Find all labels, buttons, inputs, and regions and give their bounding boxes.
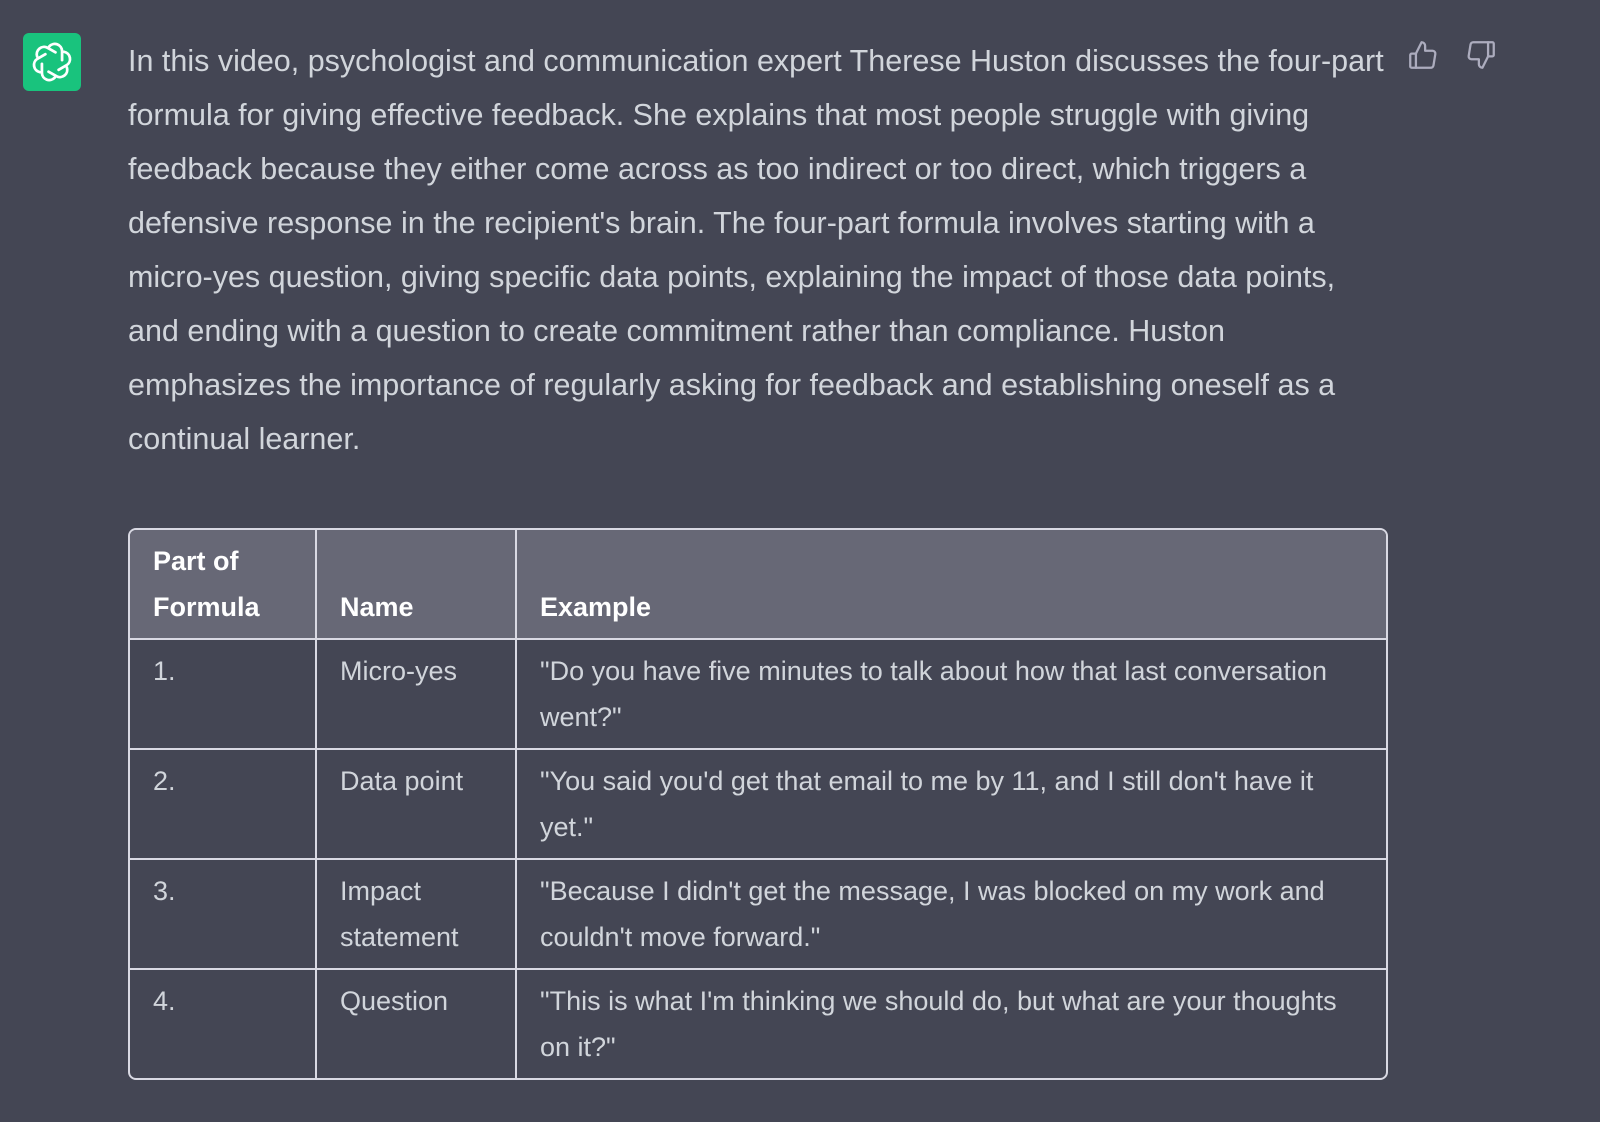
header-name: Name — [316, 530, 516, 639]
thumbs-down-button[interactable] — [1462, 36, 1500, 74]
summary-paragraph: In this video, psychologist and communication expert Therese Huston discusses the four-part formula for giving effective feedback. She explains that most people struggle with giving feedback because they either come across as too indirect or too direct, which triggers a defensive response in the recipient's brain. The four-part formula involves starting with a micro-yes question, giving specific data points, explaining the impact of those data points, and ending with a question to create commitment rather than compliance. Huston emphasizes the importance of regularly asking for feedback and establishing oneself as a continual learner. — [128, 44, 1384, 456]
cell-part: 4. — [130, 969, 316, 1078]
cell-name: Data point — [316, 749, 516, 859]
table-row — [130, 749, 1386, 859]
openai-logo-icon — [30, 40, 74, 84]
thumbs-up-icon — [1406, 38, 1440, 72]
cell-example: "You said you'd get that email to me by 11, and I still don't have it yet." — [516, 749, 1386, 859]
thumbs-up-button[interactable] — [1404, 36, 1442, 74]
cell-part: 2. — [130, 749, 316, 859]
formula-table — [130, 530, 1386, 1078]
header-part-of-formula: Part of Formula — [130, 530, 316, 639]
table-header-row — [130, 530, 1386, 639]
cell-name: Micro-yes — [316, 639, 516, 749]
cell-example: "This is what I'm thinking we should do, but what are your thoughts on it?" — [540, 986, 1337, 1062]
cell-example: "Do you have five minutes to talk about how that last conversation went?" — [516, 639, 1386, 749]
table-row — [130, 969, 1386, 1078]
table-row — [130, 859, 1386, 969]
formula-table-container — [128, 528, 1388, 1080]
cell-part: 1. — [130, 639, 316, 749]
assistant-avatar — [23, 33, 81, 91]
assistant-message — [128, 34, 1390, 1080]
cell-name: Impact statement — [316, 859, 516, 969]
message-feedback-actions — [1404, 36, 1500, 74]
cell-example: "Because I didn't get the message, I was blocked on my work and couldn't move forward." — [516, 859, 1386, 969]
cell-name: Question — [316, 969, 516, 1078]
header-example: Example — [516, 530, 1386, 639]
cell-part: 3. — [130, 859, 316, 969]
table-row — [130, 639, 1386, 749]
thumbs-down-icon — [1464, 38, 1498, 72]
